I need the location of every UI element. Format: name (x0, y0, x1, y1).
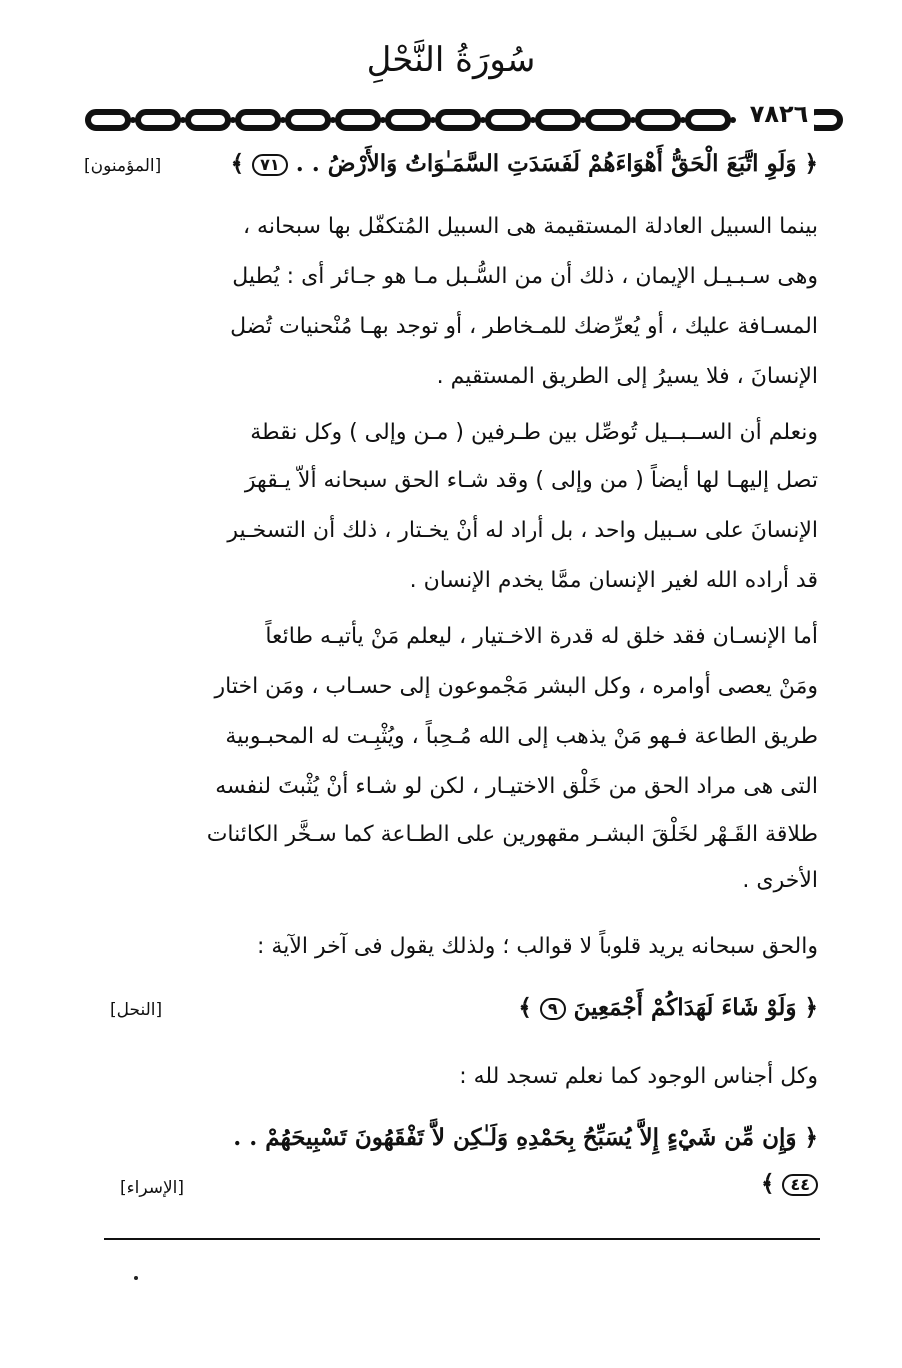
paragraph-line: ومَنْ يعصى أوامره ، وكل البشر مَجْموعون إلى حسـاب ، ومَن اختار (214, 674, 818, 699)
print-speck (134, 1276, 138, 1280)
chain-link (238, 112, 278, 128)
paragraph-line: التى هى مراد الحق من خَلْق الاختيـار ، لكن لو شـاء أنْ يُثْبتَ لنفسه (215, 774, 818, 799)
verse-al-isra-44 (233, 1124, 818, 1151)
surah-title: سُورَةُ النَّحْلِ (366, 40, 536, 80)
verse-open-bracket: ﴿ (804, 994, 818, 1021)
paragraph-line: المسـافة عليك ، أو يُعرِّضك للمـخاطر ، أو توجد بهـا مُنْحنيات تُضل (230, 314, 818, 339)
paragraph-line: الإنسانَ ، فلا يسيرُ إلى الطريق المستقيم . (436, 364, 818, 389)
verse-reference: [الإسراء] (120, 1178, 185, 1198)
chain-link (338, 112, 378, 128)
paragraph-line: أما الإنسـان فقد خلق له قدرة الاخـتيار ، ليعلم مَنْ يأتيـه طائعاً (265, 624, 818, 649)
chain-link (138, 112, 178, 128)
verse-text: وَلَوْ شَاءَ لَهَدَاكُمْ أَجْمَعِينَ (573, 994, 797, 1021)
verse-text: وَلَوِ اتَّبَعَ الْحَقُّ أَهْوَاءَهُمْ لَفَسَدَتِ السَّمَـٰوَاتُ وَالأَرْضُ . . (295, 150, 797, 177)
paragraph-line: الإنسانَ على سـبيل واحد ، بل أراد له أنْ يخـتار ، ذلك أن التسخـير (227, 518, 818, 543)
paragraph-line: وكل أجناس الوجود كما نعلم تسجد لله : (459, 1064, 818, 1089)
chain-link (438, 112, 478, 128)
verse-number: ٤٤ (782, 1174, 818, 1196)
footnote-divider (104, 1238, 820, 1240)
chain-link (188, 112, 228, 128)
verse-reference: [المؤمنون] (84, 156, 162, 176)
verse-open-bracket: ﴿ (804, 150, 818, 177)
verse-reference: [النحل] (110, 1000, 163, 1020)
page-number: ٧٨٢٦ (744, 94, 814, 134)
paragraph-line: تصل إليهـا لها أيضاً ( من وإلى ) وقد شـاء الحق سبحانه ألاّ يـقهرَ (244, 468, 818, 493)
chain-dot (730, 117, 736, 123)
chain-link (388, 112, 428, 128)
paragraph-line: وهى سـبـيـل الإيمان ، ذلك أن من السُّـبل مـا هو جـائر أى : يُطيل (232, 264, 818, 289)
verse-number: ٩ (540, 998, 566, 1020)
paragraph-line: طريق الطاعة فـهو مَنْ يذهب إلى الله مُـحِباً ، ويُثْبِـت له المحبـوبية (225, 724, 818, 749)
paragraph-line: طلاقة القَـهْر لخَلْقَ البشـر مقهورين على الطـاعة كما سـخَّر الكائنات (206, 822, 818, 847)
verse-close-bracket: ﴾ (760, 1170, 775, 1197)
paragraph-line: الأخرى . (742, 868, 818, 893)
chain-link (88, 112, 128, 128)
verse-close-bracket: ﴾ (518, 994, 532, 1021)
chain-link (688, 112, 728, 128)
paragraph-line: والحق سبحانه يريد قلوباً لا قوالب ؛ ولذلك يقول فى آخر الآية : (257, 934, 818, 959)
chain-link (538, 112, 578, 128)
paragraph-line: قد أراده الله لغير الإنسان ممَّا يخدم الإنسان . (409, 568, 818, 593)
verse-open-bracket: ﴿ (804, 1124, 818, 1151)
verse-close-bracket: ﴾ (230, 150, 245, 177)
ornamental-chain-divider (84, 98, 844, 142)
verse-al-isra-44-end (761, 1170, 818, 1197)
chain-link (488, 112, 528, 128)
chain-link (588, 112, 628, 128)
verse-an-nahl-9 (518, 994, 818, 1021)
verse-number: ٧١ (252, 154, 288, 176)
paragraph-line: ونعلم أن الســبــيل تُوصِّل بين طـرفين ( مـن وإلى ) وكل نقطة (250, 420, 818, 445)
chain-link (288, 112, 328, 128)
top-verse (231, 150, 818, 177)
verse-text: وَإِن مِّن شَيْءٍ إِلاَّ يُسَبِّحُ بِحَمْدِهِ وَلَـٰكِن لاَّ تَفْقَهُونَ تَسْبِيحَهُمْ . . (233, 1124, 797, 1151)
chain-link (638, 112, 678, 128)
paragraph-line: بينما السبيل العادلة المستقيمة هى السبيل المُتكفّل بها سبحانه ، (242, 214, 818, 239)
